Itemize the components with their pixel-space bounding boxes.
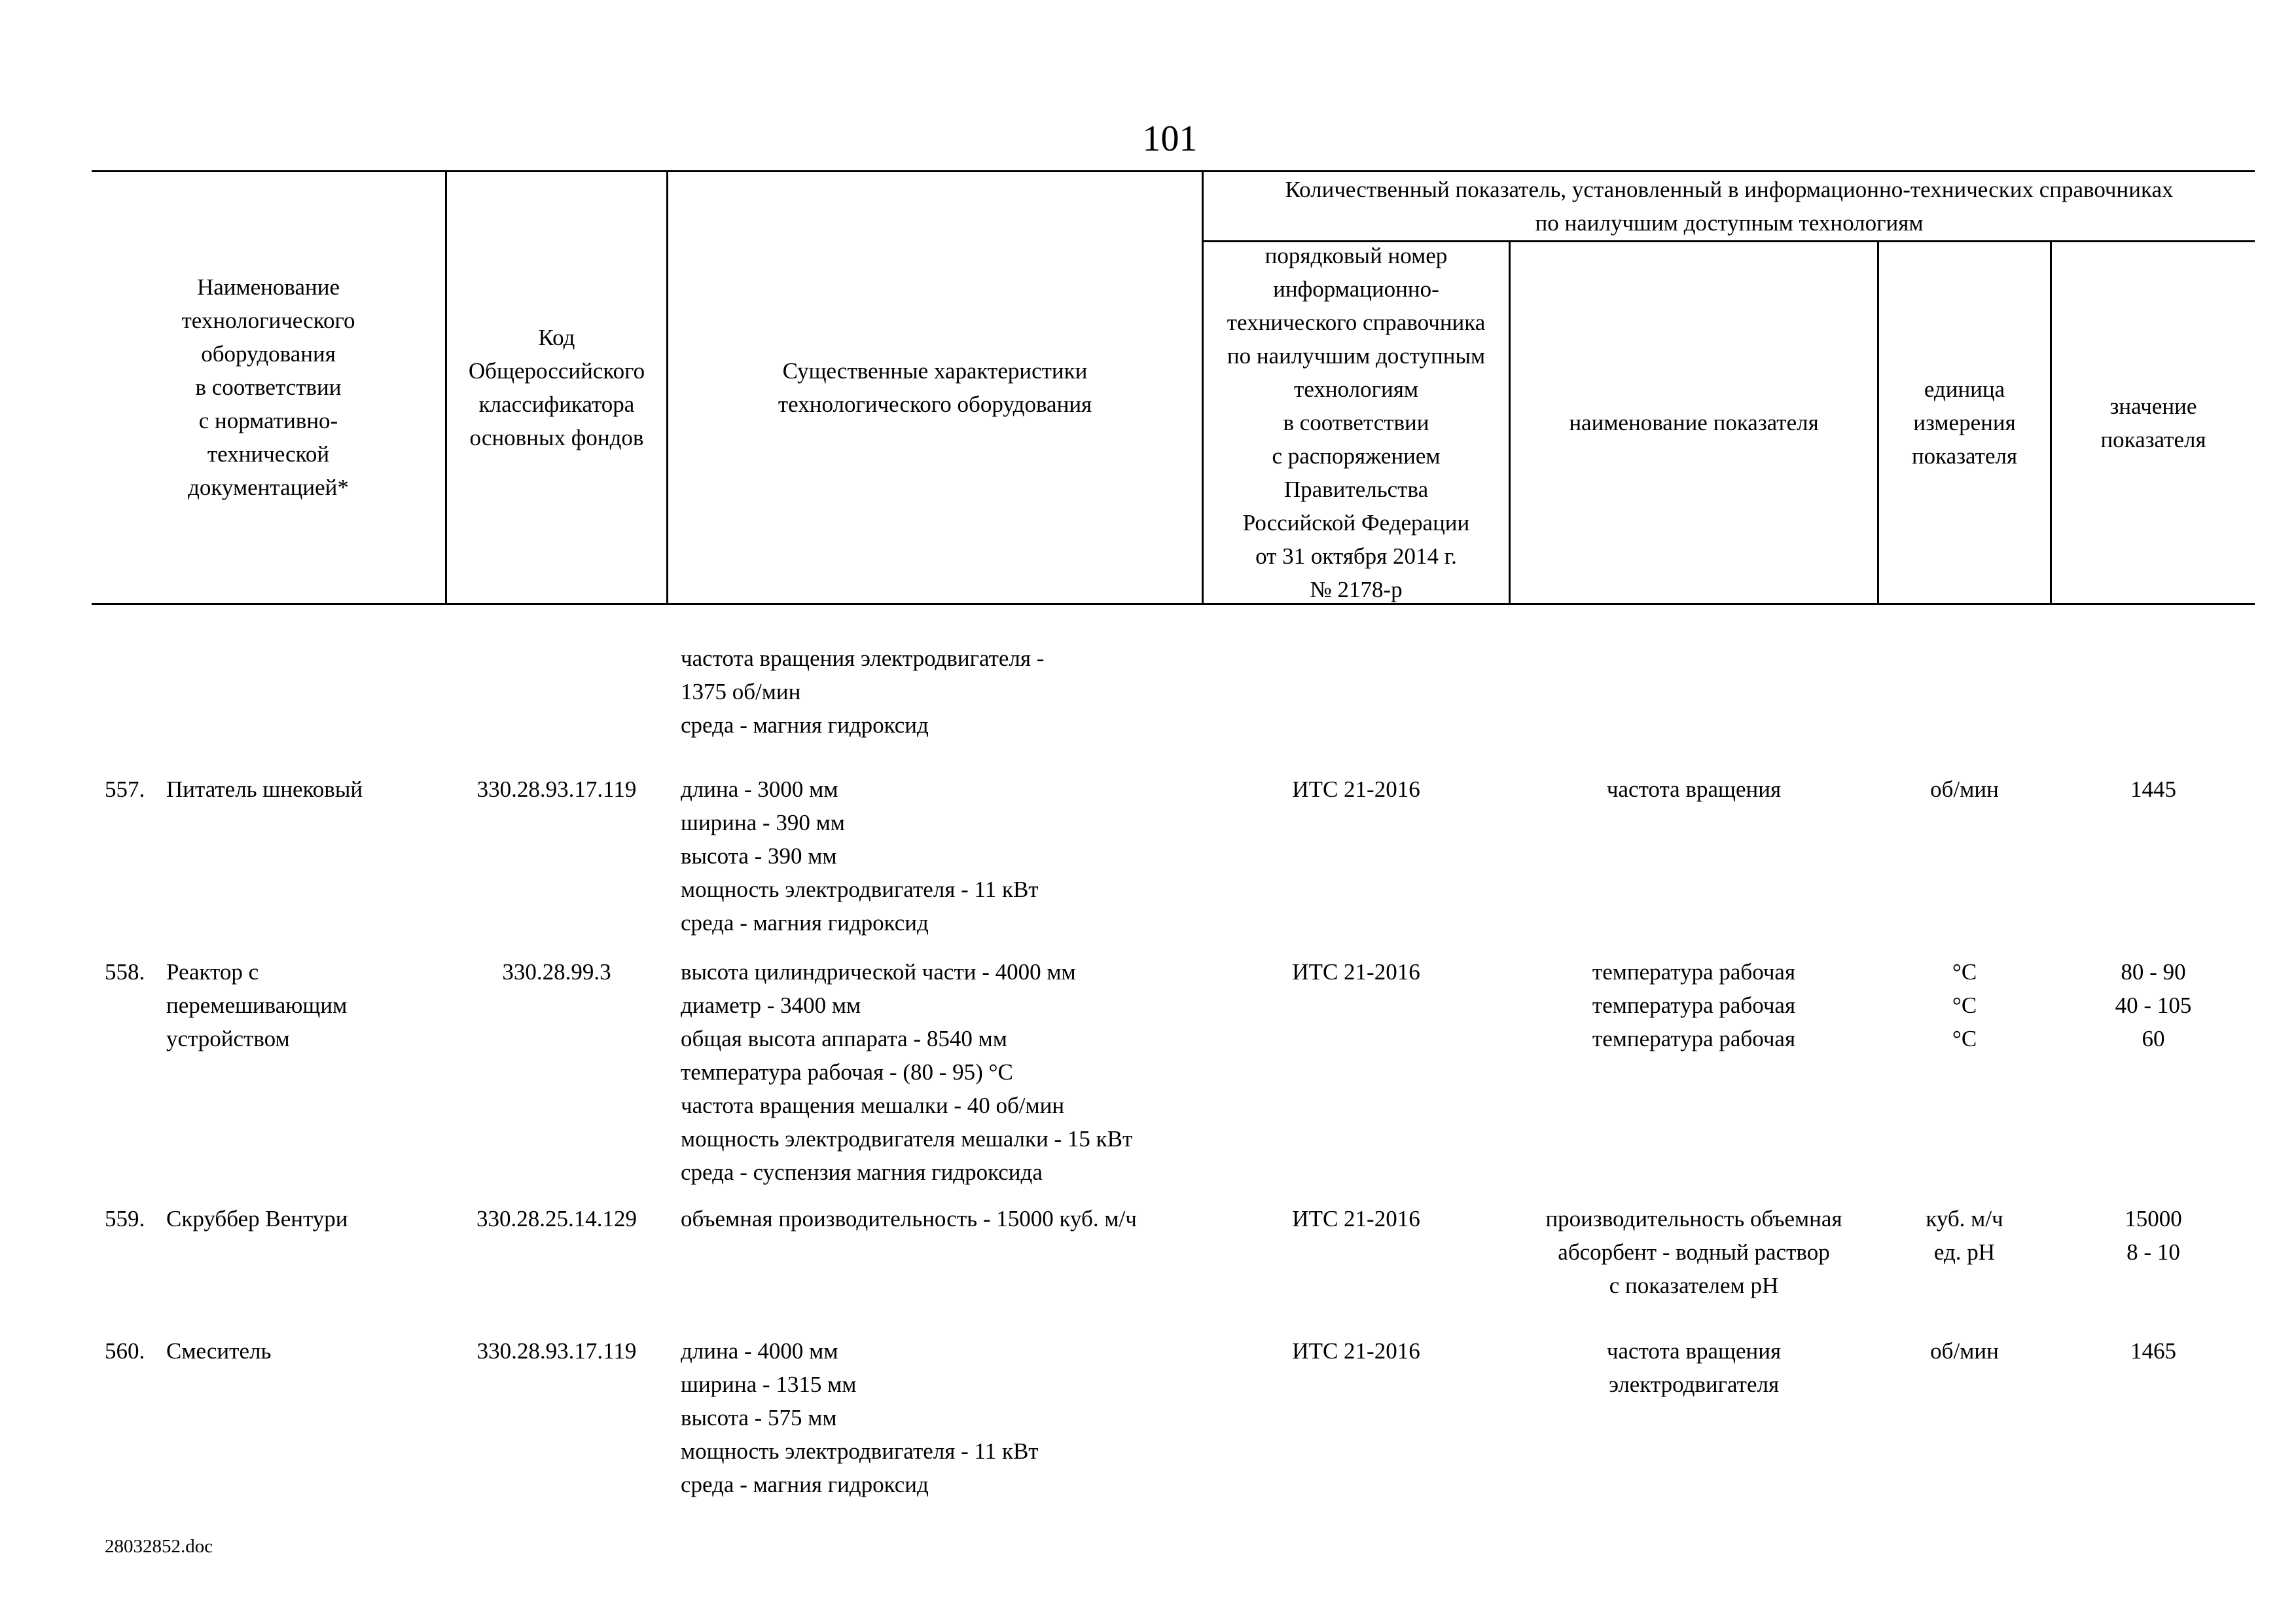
unit: об/мин [1930,1338,1999,1364]
characteristic-line: ширина - 390 мм [681,810,845,835]
characteristic-line: объемная производительность - 15000 куб. м/ч [681,1206,1137,1231]
value: 8 - 10 [2126,1239,2180,1265]
unit: °С [1952,993,1977,1018]
equipment-name-line: устройством [166,1026,290,1051]
values [2052,955,2255,1055]
equipment-name-line: Питатель шнековый [166,776,363,802]
characteristics [681,1334,1039,1501]
indicator-names [1511,773,1877,806]
indicator-name: с показателем pH [1609,1273,1779,1298]
characteristic-line: высота - 390 мм [681,843,837,869]
equipment-name [166,1202,348,1235]
unit: куб. м/ч [1926,1206,2003,1231]
okof-code: 330.28.99.3 [502,959,611,985]
units [1879,955,2050,1055]
units [1879,1202,2050,1269]
unit: об/мин [1930,776,1999,802]
row-number: 557. [105,776,145,802]
okof-code: 330.28.93.17.119 [476,1338,637,1364]
indicator-name: частота вращения [1606,776,1782,802]
row-number: 559. [105,1206,145,1231]
equipment-name [166,955,347,1055]
indicator-names [1511,1334,1877,1401]
characteristic-line: общая высота аппарата - 8540 мм [681,1026,1007,1051]
characteristic-line: среда - магния гидроксид [681,1472,929,1497]
document-filename: 28032852.doc [105,1536,213,1557]
characteristic-line: диаметр - 3400 мм [681,993,861,1018]
page-number: 101 [1142,119,1198,159]
characteristic-line: мощность электродвигателя - 11 кВт [681,877,1039,902]
characteristic-line: среда - магния гидроксид [681,910,929,936]
indicator-name: температура рабочая [1592,959,1796,985]
value: 1445 [2130,776,2176,802]
characteristic-line: высота цилиндрической части - 4000 мм [681,959,1076,985]
characteristics [681,955,1132,1189]
its-number: ИТС 21-2016 [1292,1338,1420,1364]
continuation-line: среда - магния гидроксид [681,712,929,738]
characteristic-line: частота вращения мешалки - 40 об/мин [681,1093,1065,1118]
equipment-name [166,1334,271,1368]
characteristic-line: высота - 575 мм [681,1405,837,1431]
indicator-names [1511,1202,1877,1302]
header-equipment-name: Наименование технологического оборудования в соответствии с нормативно- технической документацией* [181,274,355,500]
values [2052,1334,2255,1368]
indicator-name: электродвигателя [1608,1372,1780,1397]
header-indicator-name: наименование показателя [1569,410,1819,435]
okof-code: 330.28.93.17.119 [476,776,637,802]
indicator-name: абсорбент - водный раствор [1558,1239,1830,1265]
characteristics [681,1202,1137,1235]
equipment-name-line: Скруббер Вентури [166,1206,348,1231]
continuation-line: 1375 об/мин [681,679,801,704]
header-its-number: порядковый номер информационно- технического справочника по наилучшим доступным технологиям в соответствии с распоряжением Правительства Российской Федерации от 31 октября 2014 г. № 2178-р [1227,243,1486,602]
continuation-characteristics [681,642,1044,742]
header-value: значение показателя [2100,393,2206,452]
indicator-name: производительность объемная [1545,1206,1842,1231]
header-okof-code: Код Общероссийского классификатора основных фондов [468,324,645,450]
its-number: ИТС 21-2016 [1292,1206,1420,1231]
row-number: 560. [105,1338,145,1364]
header-unit: единица измерения показателя [1911,376,2018,469]
value: 40 - 105 [2115,993,2192,1018]
value: 15000 [2125,1206,2182,1231]
value: 1465 [2130,1338,2176,1364]
okof-code: 330.28.25.14.129 [476,1206,637,1231]
characteristic-line: мощность электродвигателя мешалки - 15 кВт [681,1126,1133,1152]
characteristic-line: ширина - 1315 мм [681,1372,857,1397]
unit: °С [1952,1026,1977,1051]
unit: °С [1952,959,1977,985]
unit: ед. pH [1933,1239,1996,1265]
header-bottom-border [92,603,2255,605]
characteristic-line: длина - 3000 мм [681,776,838,802]
equipment-name-line: Смеситель [166,1338,272,1364]
characteristic-line: температура рабочая - (80 - 95) °С [681,1059,1013,1085]
characteristic-line: мощность электродвигателя - 11 кВт [681,1438,1039,1464]
characteristics [681,773,1039,939]
equipment-name-line: Реактор с [166,959,259,985]
header-characteristics: Существенные характеристики технологического оборудования [778,357,1092,417]
its-number: ИТС 21-2016 [1292,959,1420,985]
value: 80 - 90 [2121,959,2186,985]
indicator-name: температура рабочая [1592,993,1796,1018]
characteristic-line: длина - 4000 мм [681,1338,838,1364]
indicator-name: температура рабочая [1592,1026,1796,1051]
row-number: 558. [105,959,145,985]
indicator-names [1511,955,1877,1055]
continuation-line: частота вращения электродвигателя - [681,646,1045,671]
characteristic-line: среда - суспензия магния гидроксида [681,1159,1043,1185]
its-number: ИТС 21-2016 [1292,776,1420,802]
indicator-name: частота вращения [1606,1338,1782,1364]
equipment-name [166,773,363,806]
values [2052,773,2255,806]
value: 60 [2142,1026,2165,1051]
values [2052,1202,2255,1269]
units [1879,1334,2050,1368]
equipment-name-line: перемешивающим [166,993,348,1018]
units [1879,773,2050,806]
header-indicator-group: Количественный показатель, установленный в информационно-технических справочниках по наилучшим доступным технологиям [1285,176,2174,236]
